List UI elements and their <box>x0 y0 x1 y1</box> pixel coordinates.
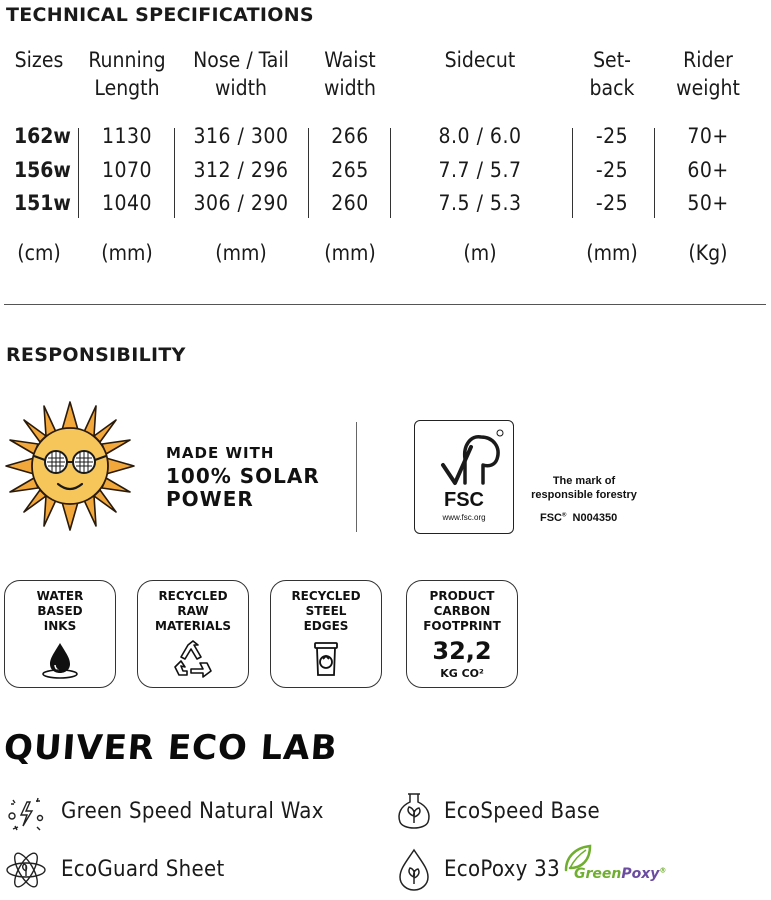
sparkle-bolt-icon <box>4 792 48 836</box>
feature-label: EcoGuard Sheet <box>61 857 225 882</box>
sidecut-cell: 7.7 / 5.7 <box>438 158 522 182</box>
table-separator <box>572 128 573 218</box>
nose-tail-cell: 312 / 296 <box>193 158 289 182</box>
size-cell: 156w <box>14 158 71 182</box>
fsc-logo-text: FSC <box>444 489 484 511</box>
header-running-length: Running Length <box>88 48 166 100</box>
unit-label: (mm) <box>324 241 376 265</box>
carbon-unit: KG CO² <box>440 667 484 680</box>
unit-label: (mm) <box>101 241 153 265</box>
badge-title: WATER BASED INKS <box>36 589 84 633</box>
setback-cell: -25 <box>595 158 629 182</box>
sidecut-cell: 8.0 / 6.0 <box>438 124 522 148</box>
unit-label: (mm) <box>586 241 638 265</box>
rider-weight-cell: 70+ <box>687 124 729 148</box>
feature-label: EcoSpeed Base <box>444 799 600 824</box>
badge-title: PRODUCT CARBON FOOTPRINT <box>423 589 501 633</box>
badge-recycled-raw-materials <box>137 580 249 688</box>
header-rider-weight: Rider weight <box>676 48 740 100</box>
waist-cell: 265 <box>331 158 369 182</box>
table-separator <box>174 128 175 218</box>
feature-label: EcoPoxy 33 <box>444 857 560 882</box>
atom-leaf-icon <box>4 848 48 892</box>
setback-cell: -25 <box>595 124 629 148</box>
running-length-cell: 1130 <box>101 124 153 148</box>
nose-tail-cell: 316 / 300 <box>193 124 289 148</box>
header-setback: Set- back <box>589 48 635 100</box>
drop-leaf-icon <box>394 846 434 894</box>
rider-weight-cell: 50+ <box>687 191 729 215</box>
solar-fsc-divider <box>356 422 357 532</box>
sun-mascot-icon <box>4 400 136 532</box>
table-separator <box>654 128 655 218</box>
eco-lab-title: QUIVER ECO LAB <box>2 728 339 768</box>
fsc-license-code: FSC® N004350 <box>540 512 618 524</box>
size-cell: 151w <box>14 191 71 215</box>
nose-tail-cell: 306 / 290 <box>193 191 289 215</box>
unit-label: (mm) <box>215 241 267 265</box>
badge-title: RECYCLED RAW MATERIALS <box>155 589 231 633</box>
tech-specs-title: TECHNICAL SPECIFICATIONS <box>6 4 314 26</box>
greenpoxy-logo <box>560 842 670 892</box>
table-separator <box>308 128 309 218</box>
header-waist-width: Waist width <box>323 48 377 100</box>
solar-line-1: MADE WITH <box>166 444 275 462</box>
recycle-bin-icon <box>271 639 381 679</box>
badge-recycled-steel-edges <box>270 580 382 688</box>
badge-title: RECYCLED STEEL EDGES <box>291 589 361 633</box>
carbon-value: 32,2 <box>432 637 492 665</box>
table-separator <box>390 128 391 218</box>
rider-weight-cell: 60+ <box>687 158 729 182</box>
unit-label: (cm) <box>17 241 61 265</box>
recycle-icon <box>138 639 248 679</box>
running-length-cell: 1040 <box>101 191 153 215</box>
header-nose-tail-width: Nose / Tail width <box>193 48 289 100</box>
header-sidecut: Sidecut <box>444 48 516 72</box>
greenpoxy-wordmark: GreenPoxy® <box>574 866 667 882</box>
section-divider <box>4 304 766 305</box>
waist-cell: 266 <box>331 124 369 148</box>
waist-cell: 260 <box>331 191 369 215</box>
size-cell: 162w <box>14 124 71 148</box>
table-separator <box>78 128 79 218</box>
fsc-url: www.fsc.org <box>442 513 486 522</box>
running-length-cell: 1070 <box>101 158 153 182</box>
solar-line-2: 100% SOLAR <box>166 464 320 488</box>
fsc-logo <box>414 420 514 534</box>
badge-carbon-footprint <box>406 580 518 688</box>
sidecut-cell: 7.5 / 5.3 <box>438 191 522 215</box>
unit-label: (m) <box>463 241 497 265</box>
responsibility-title: RESPONSIBILITY <box>6 344 186 366</box>
header-sizes: Sizes <box>14 48 64 72</box>
flask-leaf-icon <box>392 790 436 836</box>
unit-label: (Kg) <box>688 241 728 265</box>
water-drop-icon <box>5 639 115 679</box>
feature-label: Green Speed Natural Wax <box>61 799 324 824</box>
setback-cell: -25 <box>595 191 629 215</box>
badge-water-based-inks <box>4 580 116 688</box>
solar-line-3: POWER <box>166 487 254 511</box>
fsc-caption: The mark of responsible forestry <box>531 475 637 501</box>
